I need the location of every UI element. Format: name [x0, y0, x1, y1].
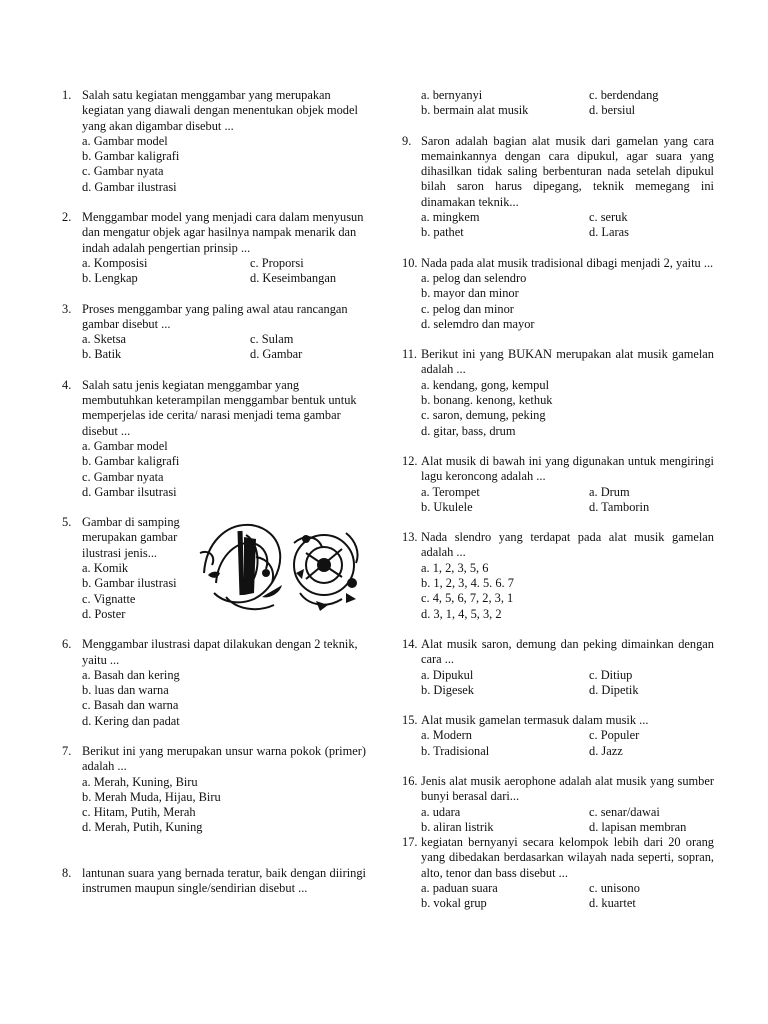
- question-number: 7.: [62, 743, 72, 758]
- question-number: 12.: [402, 453, 418, 468]
- option[interactable]: b. luas dan warna: [82, 683, 169, 698]
- option[interactable]: b. Gambar kaligrafi: [82, 454, 180, 469]
- question-11: [402, 347, 714, 439]
- option[interactable]: d. Laras: [589, 225, 629, 240]
- question-number: 3.: [62, 301, 72, 316]
- option[interactable]: b. 1, 2, 3, 4. 5. 6. 7: [421, 576, 514, 591]
- question-number: 5.: [62, 515, 72, 530]
- option[interactable]: d. Gambar ilustrasi: [82, 179, 177, 194]
- option[interactable]: d. Keseimbangan: [250, 271, 337, 286]
- question-spacer: [402, 241, 714, 256]
- options-list: [82, 775, 366, 836]
- question-3: [56, 302, 366, 363]
- option[interactable]: a. bernyanyi: [421, 88, 483, 102]
- option[interactable]: a. udara: [421, 804, 461, 819]
- option[interactable]: d. kuartet: [589, 896, 636, 911]
- options-list: [421, 271, 714, 332]
- question-spacer: [402, 439, 714, 454]
- question-number: 15.: [402, 713, 418, 728]
- options-list: [82, 439, 366, 500]
- option[interactable]: d. gitar, bass, drum: [421, 423, 516, 438]
- option[interactable]: a. mingkem: [421, 210, 480, 225]
- question-stem: lantunan suara yang bernada teratur, baik dengan diiringi instrumen maupun single/sendirian disebut ...: [82, 865, 366, 896]
- question-number: 14.: [402, 636, 418, 651]
- question-number: 9.: [402, 133, 412, 148]
- question-number: 6.: [62, 637, 72, 652]
- illustration-image: [196, 513, 366, 619]
- question-number: 1.: [62, 88, 72, 102]
- option[interactable]: c. Populer: [589, 728, 640, 743]
- option[interactable]: c. seruk: [589, 210, 628, 225]
- question-13: [402, 530, 714, 622]
- question-spacer: [402, 119, 714, 134]
- option[interactable]: a. Modern: [421, 728, 472, 743]
- option[interactable]: b. Tradisional: [421, 743, 490, 758]
- question-spacer: [56, 195, 366, 210]
- question-number: 13.: [402, 530, 418, 545]
- question-8: [56, 866, 366, 897]
- option[interactable]: d. Tamborin: [589, 499, 650, 514]
- option[interactable]: d. Dipetik: [589, 682, 639, 697]
- question-stem: Gambar di samping merupakan gambar ilustrasi jenis...: [82, 515, 180, 560]
- option[interactable]: b. aliran listrik: [421, 819, 494, 834]
- option[interactable]: a. kendang, gong, kempul: [421, 377, 550, 392]
- option[interactable]: c. 4, 5, 6, 7, 2, 3, 1: [421, 591, 514, 606]
- option[interactable]: a. Merah, Kuning, Biru: [82, 774, 198, 789]
- options-list: [421, 728, 714, 759]
- options-list: [421, 805, 714, 836]
- question-spacer: [402, 622, 714, 637]
- question-stem: Alat musik di bawah ini yang digunakan untuk mengiringi lagu keroncong adalah ...: [421, 453, 714, 484]
- question-9: [402, 134, 714, 241]
- options-list: [82, 561, 194, 622]
- option[interactable]: c. Gambar nyata: [82, 164, 164, 179]
- question-spacer: [402, 759, 714, 774]
- option[interactable]: b. pathet: [421, 225, 464, 240]
- question-number: 16.: [402, 773, 418, 788]
- option[interactable]: b. Merah Muda, Hijau, Biru: [82, 789, 221, 804]
- question-spacer: [402, 698, 714, 713]
- question-spacer: [402, 332, 714, 347]
- option[interactable]: c. Gambar nyata: [82, 469, 164, 484]
- question-stem: kegiatan bernyanyi secara kelompok lebih dari 20 orang yang dibedakan berdasarkan wilayah nada seperti, sopran, alto, tenor dan bass disebut ...: [421, 835, 714, 880]
- options-list: [421, 561, 714, 622]
- question-number: 4.: [62, 377, 72, 392]
- option[interactable]: c. berdendang: [589, 88, 659, 102]
- option[interactable]: b. mayor dan minor: [421, 286, 519, 301]
- options-list: [82, 668, 366, 729]
- option[interactable]: d. 3, 1, 4, 5, 3, 2: [421, 606, 502, 621]
- option[interactable]: d. Merah, Putih, Kuning: [82, 820, 203, 835]
- question-number: 8.: [62, 865, 72, 880]
- option[interactable]: d. bersiul: [589, 103, 636, 118]
- option[interactable]: a. Basah dan kering: [82, 667, 180, 682]
- question-spacer: [56, 729, 366, 744]
- option[interactable]: a. Sketsa: [82, 332, 127, 347]
- option[interactable]: c. senar/dawai: [589, 804, 660, 819]
- question-stem: Nada slendro yang terdapat pada alat musik gamelan adalah ...: [421, 530, 714, 560]
- question-stem: Saron adalah bagian alat musik dari gamelan yang cara memainkannya dengan cara dipukul, agar suara yang dihasilkan tidak saling berbenturan nada setelah dipukul bilah saron harus dipegang, teknik memegang ini dinamakan teknik...: [421, 133, 714, 209]
- option[interactable]: a. Gambar model: [82, 133, 168, 148]
- question-5-row: [82, 515, 366, 622]
- option[interactable]: a. 1, 2, 3, 5, 6: [421, 560, 489, 575]
- question-8-options: [402, 88, 714, 119]
- question-spacer: [56, 836, 366, 866]
- option[interactable]: c. saron, demung, peking: [421, 408, 546, 423]
- options-list: [82, 256, 366, 287]
- question-15: [402, 713, 714, 759]
- option[interactable]: c. Vignatte: [82, 591, 136, 606]
- option[interactable]: b. Gambar ilustrasi: [82, 576, 177, 591]
- option[interactable]: b. Lengkap: [82, 271, 138, 286]
- option[interactable]: b. Batik: [82, 347, 122, 362]
- option[interactable]: d. Poster: [82, 606, 126, 621]
- options-list: [421, 881, 714, 912]
- option[interactable]: b. Digesek: [421, 682, 474, 697]
- option[interactable]: d. selemdro dan mayor: [421, 316, 535, 331]
- option[interactable]: a. Komposisi: [82, 255, 148, 270]
- question-stem: Berikut ini yang BUKAN merupakan alat musik gamelan adalah ...: [421, 347, 714, 377]
- question-stem: Jenis alat musik aerophone adalah alat musik yang sumber bunyi berasal dari...: [421, 773, 714, 804]
- options-list: [421, 210, 714, 241]
- option[interactable]: b. vokal grup: [421, 896, 487, 911]
- question-stem: Salah satu jenis kegiatan menggambar yang membutuhkan keterampilan menggambar bentuk untuk memperjelas ide cerita/ narasi menjadi tema gambar disebut ...: [82, 377, 357, 438]
- question-7: [56, 744, 366, 836]
- options-list: [421, 485, 714, 516]
- question-14: [402, 637, 714, 698]
- question-number: 2.: [62, 210, 72, 225]
- question-12: [402, 454, 714, 515]
- question-1: [56, 88, 366, 195]
- option[interactable]: b. Gambar kaligrafi: [82, 149, 180, 164]
- option[interactable]: c. unisono: [589, 881, 640, 896]
- option[interactable]: a. Komik: [82, 561, 129, 576]
- option[interactable]: c. Hitam, Putih, Merah: [82, 805, 196, 820]
- right-column: [402, 88, 714, 912]
- option[interactable]: b. bonang. kenong, kethuk: [421, 393, 553, 408]
- option[interactable]: c. Basah dan warna: [82, 698, 179, 713]
- question-stem: Menggambar ilustrasi dapat dilakukan dengan 2 teknik, yaitu ...: [82, 637, 358, 667]
- question-5: [56, 515, 366, 622]
- question-stem: Menggambar model yang menjadi cara dalam menyusun dan mengatur objek agar hasilnya nampak menarik dan indah adalah pengertian prinsip ...: [82, 210, 364, 255]
- option[interactable]: c. pelog dan minor: [421, 301, 514, 316]
- option[interactable]: c. Ditiup: [589, 667, 633, 682]
- question-number: 11.: [402, 347, 418, 362]
- question-5-text: [82, 515, 194, 622]
- question-17: [402, 835, 714, 911]
- question-4: [56, 378, 366, 500]
- question-stem: Berikut ini yang merupakan unsur warna pokok (primer) adalah ...: [82, 743, 366, 774]
- question-spacer: [402, 515, 714, 530]
- option[interactable]: a. pelog dan selendro: [421, 270, 527, 285]
- question-16: [402, 774, 714, 835]
- option[interactable]: d. Jazz: [589, 743, 623, 758]
- left-column: [56, 88, 366, 896]
- question-10: [402, 256, 714, 332]
- question-stem: Alat musik gamelan termasuk dalam musik ...: [421, 713, 649, 728]
- option[interactable]: b. bermain alat musik: [421, 103, 529, 118]
- option[interactable]: a. Dipukul: [421, 667, 474, 682]
- option[interactable]: d. Kering dan padat: [82, 713, 180, 728]
- question-2: [56, 210, 366, 286]
- options-list: [82, 134, 366, 195]
- options-list: [421, 668, 714, 699]
- question-stem: Nada pada alat musik tradisional dibagi menjadi 2, yaitu ...: [421, 255, 714, 270]
- question-number: 10.: [402, 255, 418, 270]
- question-6: [56, 637, 366, 729]
- option[interactable]: b. Ukulele: [421, 499, 473, 514]
- option[interactable]: a. Gambar model: [82, 438, 168, 453]
- question-spacer: [56, 622, 366, 637]
- option[interactable]: d. Gambar: [250, 347, 303, 362]
- question-spacer: [56, 363, 366, 378]
- option[interactable]: a. Terompet: [421, 484, 480, 499]
- option[interactable]: c. Sulam: [250, 332, 294, 347]
- option[interactable]: d. Gambar ilsutrasi: [82, 484, 177, 499]
- question-stem: Proses menggambar yang paling awal atau rancangan gambar disebut ...: [82, 301, 348, 331]
- option[interactable]: d. lapisan membran: [589, 819, 687, 834]
- options-list: [421, 378, 714, 439]
- question-number: 17.: [402, 835, 418, 850]
- option[interactable]: c. Proporsi: [250, 255, 304, 270]
- options-list: [82, 332, 366, 363]
- option[interactable]: a. paduan suara: [421, 881, 498, 896]
- question-stem: Alat musik saron, demung dan peking dimainkan dengan cara ...: [421, 636, 714, 667]
- question-stem: Salah satu kegiatan menggambar yang merupakan kegiatan yang diawali dengan menentukan objek model yang akan digambar disebut ...: [82, 88, 358, 133]
- question-spacer: [56, 287, 366, 302]
- option[interactable]: a. Drum: [589, 484, 630, 499]
